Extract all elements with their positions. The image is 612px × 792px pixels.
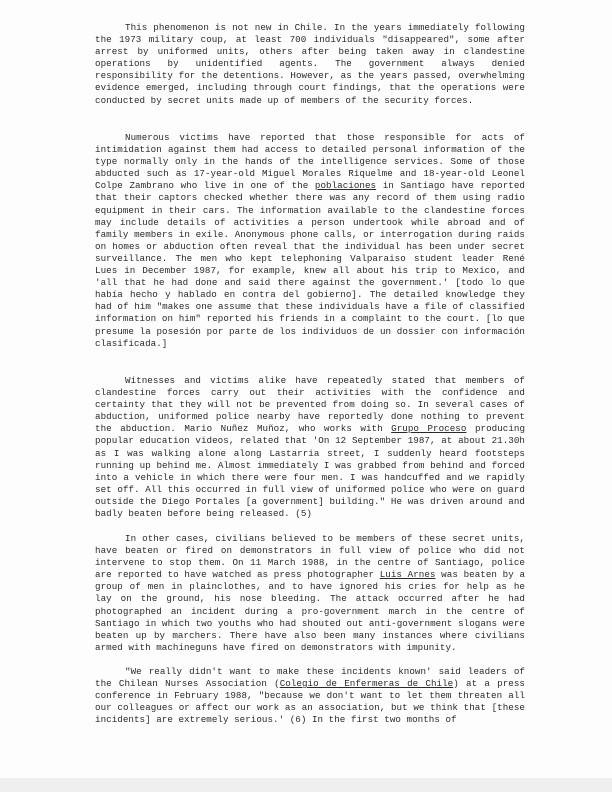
text-span: "We really didn't want to make these incidents known' said leaders of the Chilean Nurses Association ( — [95, 666, 525, 690]
underlined-term: Grupo Proceso — [391, 423, 467, 435]
underlined-term: Luis Arnes — [379, 569, 436, 581]
underlined-term: poblaciones — [314, 180, 377, 192]
paragraph-1 — [95, 22, 525, 107]
paragraph-text — [95, 666, 525, 726]
paragraph-4 — [95, 533, 525, 654]
text-span: in Santiago have reported that their captors checked whether there was any record of them using radio equipment in their cars. The information available to the clandestine forces may include details of activities a person undertook while abroad and of family members in exile. Anonymous phone calls, or interrogation during raids on homes or abduction often reveal that the individual has been under secret surveillance. The men who kept telephoning Valparaiso student leader René Lues in December 1987, for example, knew all about his trip to Mexico, and 'all that he had done and said there against the government.' [todo lo que había hecho y hablado en contra del gobierno]. The detailed knowledge they had of him "makes one assume that these individuals have a file of classified information on him" reported his friends in a complaint to the court. [lo que presume la posesión por parte de los individuos de un dossier con información clasificada.] — [95, 180, 525, 349]
paragraph-3 — [95, 375, 525, 520]
text-span: ) at a press conference in February 1988, "because we don't want to let them threaten all our colleagues or affect our work as an association, but we think that [these incidents] are extremely serious.' (6) In the first two months of — [95, 678, 526, 726]
text-span: was beaten by a group of men in plainclothes, and to have ignored his cries for help as he lay on the ground, his nose bleeding. The attack occurred after he had photographed an incident during a pro-government march in the centre of Santiago in which two youths who had shouted out anti-government slogans were beaten up by marchers. There have also been many instances where civilians armed with machineguns have fired on demonstrators with impunity. — [95, 569, 526, 653]
paragraph-text — [95, 533, 525, 654]
text-span: In other cases, civilians believed to be members of these secret units, have beaten or fired on demonstrators in full view of police who did not intervene to stop them. On 11 March 1988, in the centre of Santiago, police are reported to have watched as press photographer — [95, 533, 525, 581]
text-span: producing popular education videos, related that 'On 12 September 1987, at about 21.30h as I was walking alone along Lastarria street, I suddenly heard footsteps running up behind me. Almost immediately I was grabbed from behind and forced into a vehicle in which there were four men. I was handcuffed and we rapidly set off. All this occurred in full view of uniformed police who were on guard outside the Diego Portales [a government] building." He was driven around and badly beaten before being released. (5) — [95, 423, 526, 520]
paragraph-text — [95, 22, 525, 107]
paragraph-text — [95, 132, 525, 350]
text-span: This phenomenon is not new in Chile. In the years immediately following the 1973 military coup, at least 700 individuals "disappeared", some after arrest by uniformed units, others after being taken away in clandestine operations by unidentified agents. The government always denied responsibility for the detentions. However, as the years passed, overwhelming evidence emerged, including through court findings, that the operations were conducted by secret units made up of members of the security forces. — [95, 22, 525, 106]
paragraph-text — [95, 375, 525, 520]
underlined-term: Colegio de Enfermeras de Chile — [279, 678, 454, 690]
page-bottom-edge — [0, 778, 612, 792]
paragraph-2 — [95, 132, 525, 350]
text-span: Witnesses and victims alike have repeatedly stated that members of clandestine forces carry out their activities with the confidence and certainty that they will not be prevented from doing so. In several cases of abduction, uniformed police nearby have reportedly done nothing to prevent the abduction. Mario Nuñez Muñoz, who works with — [95, 375, 525, 435]
paragraph-5 — [95, 666, 525, 726]
text-span: Numerous victims have reported that those responsible for acts of intimidation against them had access to detailed personal information of the type normally only in the hands of the intelligence services. Some of those abducted such as 17-year-old Miguel Morales Riquelme and 18-year-old Leonel Colpe Zambrano who live in one of the — [95, 132, 525, 192]
